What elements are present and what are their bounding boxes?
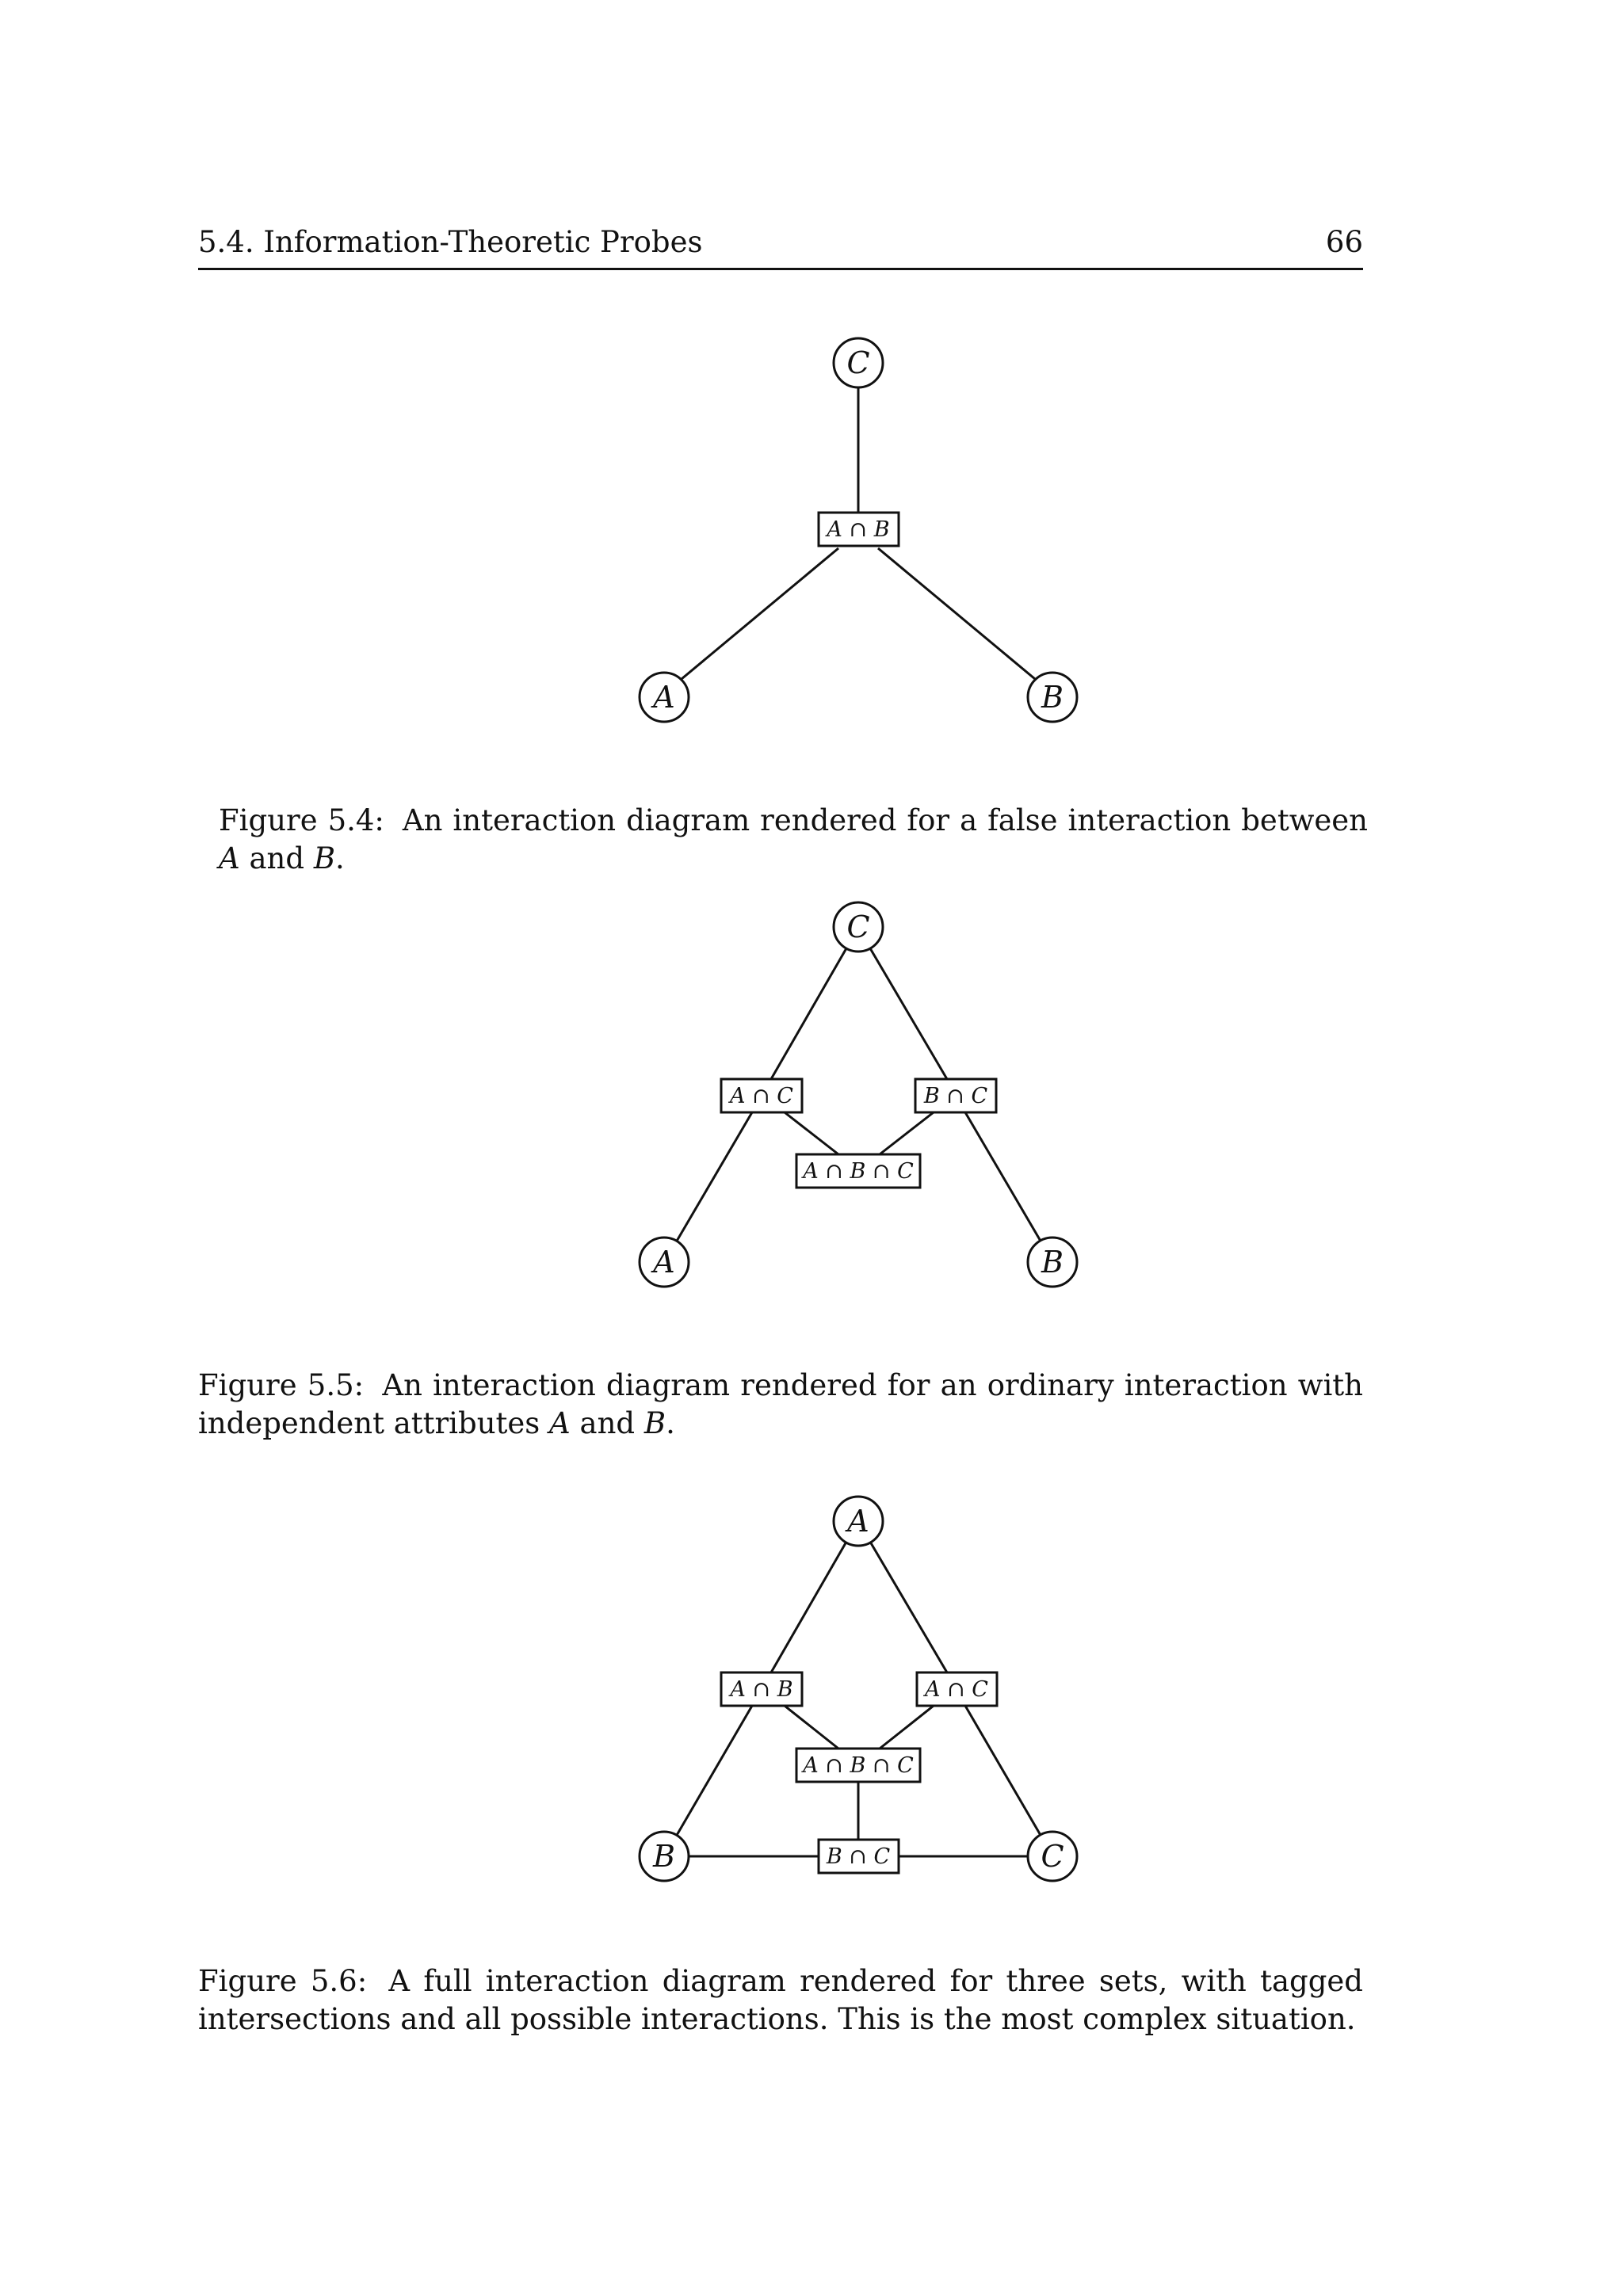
caption-var-b: B bbox=[313, 841, 336, 875]
node-c-label: C bbox=[846, 910, 870, 944]
caption-var-b: B bbox=[643, 1406, 666, 1440]
caption-and: and bbox=[249, 841, 305, 875]
caption-text: An interaction diagram rendered for an ordinary interaction with independent attributes bbox=[198, 1368, 1363, 1440]
caption-period: . bbox=[666, 1406, 675, 1440]
intersection-label-anc: A ∩ C bbox=[730, 1084, 793, 1108]
edge-anb-to-b bbox=[676, 1706, 752, 1836]
figure-5-6-caption bbox=[198, 1962, 1363, 2039]
caption-label: Figure 5.5: bbox=[198, 1368, 365, 1402]
node-b-label: B bbox=[653, 1839, 675, 1874]
section-title: 5.4. Information-Theoretic Probes bbox=[198, 225, 703, 259]
intersection-label-anbnc: A ∩ B ∩ C bbox=[803, 1753, 914, 1778]
intersection-label-anc: A ∩ C bbox=[925, 1677, 988, 1702]
node-a-label: A bbox=[653, 680, 675, 715]
caption-label: Figure 5.4: bbox=[219, 803, 384, 837]
node-c-label: C bbox=[846, 345, 870, 380]
edge-anc-to-anbnc bbox=[880, 1706, 934, 1749]
page-number: 66 bbox=[1325, 225, 1363, 259]
caption-var-a: A bbox=[219, 841, 240, 875]
edge-a-to-anb bbox=[771, 1542, 846, 1672]
node-a-label: A bbox=[847, 1504, 869, 1539]
edge-anb-to-anbnc bbox=[785, 1706, 838, 1749]
intersection-label-anb: A ∩ B bbox=[827, 517, 890, 542]
intersection-label-bnc: B ∩ C bbox=[923, 1084, 988, 1108]
node-a-label: A bbox=[653, 1245, 675, 1280]
intersection-label-anbnc: A ∩ B ∩ C bbox=[803, 1159, 914, 1184]
caption-period: . bbox=[335, 841, 345, 875]
caption-and: and bbox=[579, 1406, 636, 1440]
node-b-label: B bbox=[1041, 1245, 1064, 1280]
node-b-label: B bbox=[1041, 680, 1064, 715]
edge-a-to-anc bbox=[870, 1542, 947, 1672]
caption-var-a: A bbox=[549, 1406, 571, 1440]
node-c-label: C bbox=[1041, 1839, 1064, 1874]
caption-text: An interaction diagram rendered for a false interaction between bbox=[402, 803, 1368, 837]
intersection-label-anb: A ∩ B bbox=[730, 1677, 793, 1702]
edge-anc-to-c bbox=[965, 1706, 1041, 1836]
intersection-label-bnc: B ∩ C bbox=[826, 1844, 891, 1869]
caption-label: Figure 5.6: bbox=[198, 1964, 368, 1998]
caption-text: A full interaction diagram rendered for three sets, with tagged intersections and all possible interactions. This is the most complex situation. bbox=[198, 1964, 1363, 2036]
